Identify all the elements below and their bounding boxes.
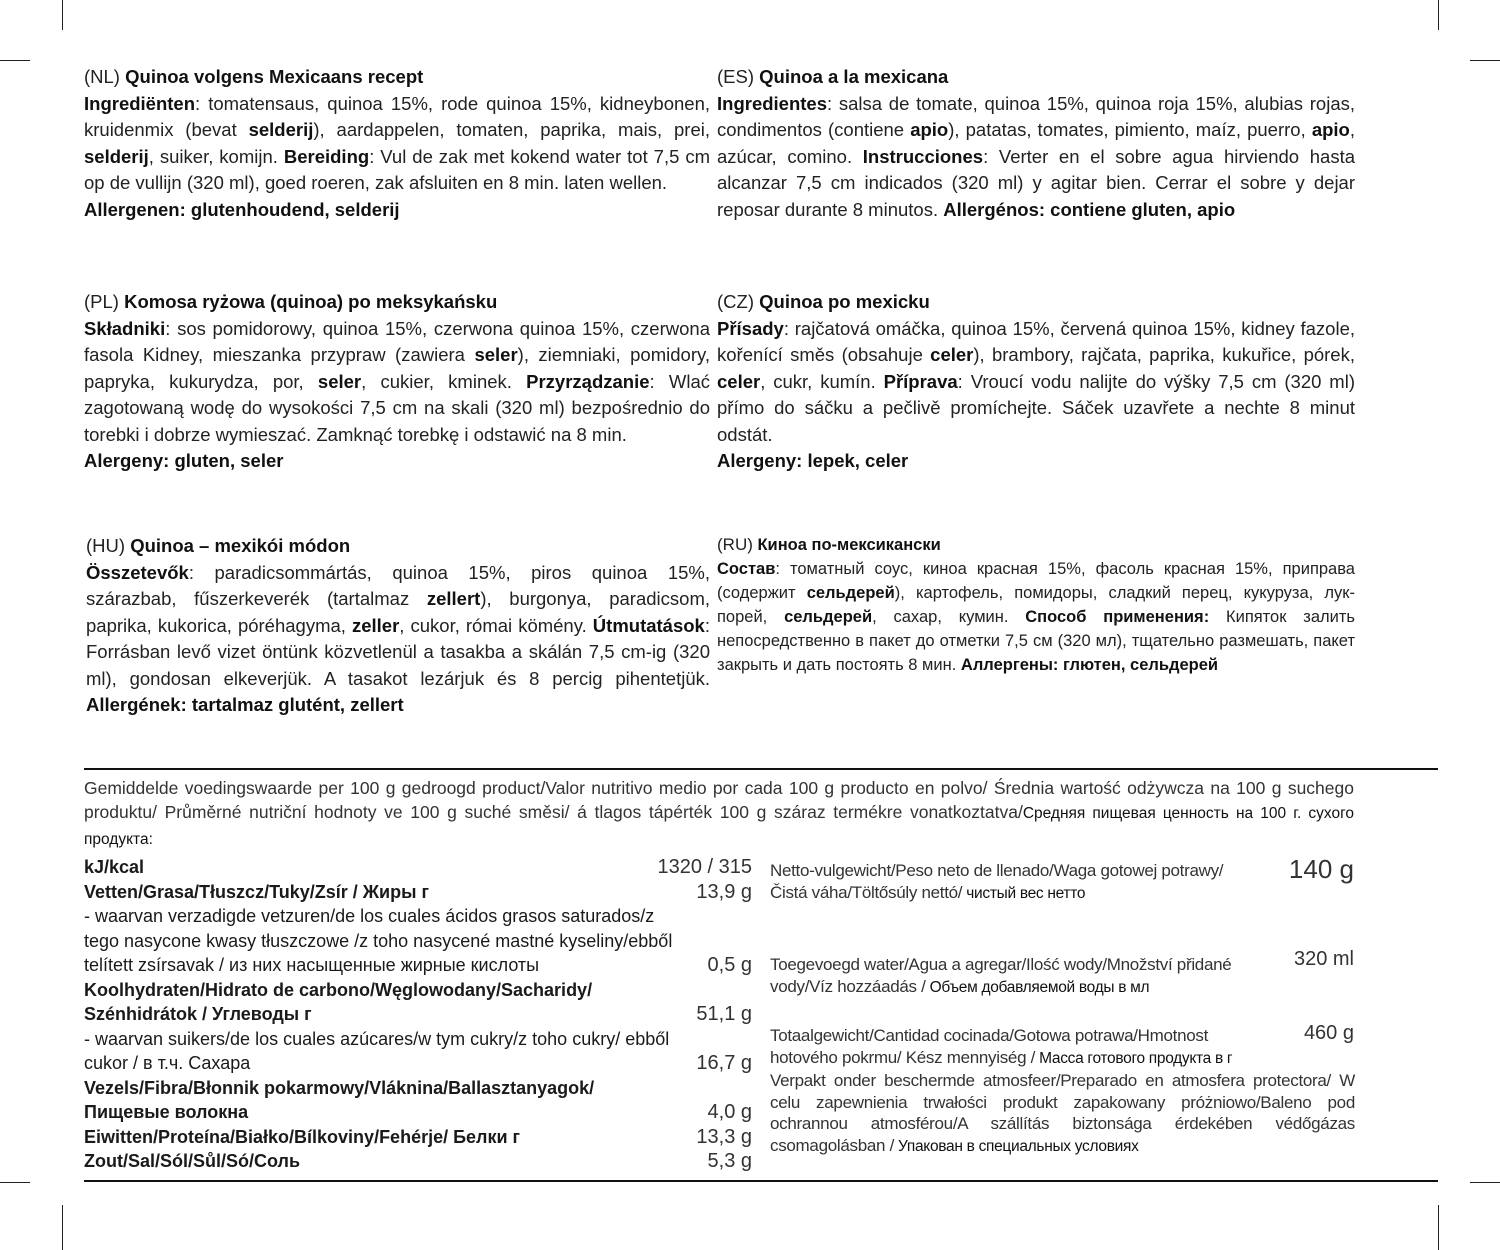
allergen-highlight: celer (717, 370, 761, 392)
allergen-highlight: selderij (248, 119, 314, 140)
nutrition-value: 13,9 g (696, 880, 752, 903)
recipe-block-nl (84, 64, 710, 223)
recipe-title-text: Quinoa a la mexicana (759, 66, 949, 87)
nutrition-value: 0,5 g (707, 954, 752, 976)
nutrition-value: 4,0 g (707, 1101, 752, 1123)
nutrition-label: Vetten/Grasa/Tłuszcz/Tuky/Zsír / Жиры г (84, 881, 429, 902)
ingredients-text: : томатный соус, киноа красная 15%, фасоль красная 15%, приправа (содержит (717, 560, 1355, 602)
crop-mark-left-upper (0, 60, 30, 61)
nutrition-label: Zout/Sal/Sól/Sůl/Só/Соль (84, 1151, 301, 1171)
crop-mark-right-upper (1470, 60, 1500, 61)
water-ru: Объем добавляемой воды в мл (925, 978, 1150, 996)
nutrition-row (84, 1149, 752, 1174)
nutrition-value: 13,3 g (696, 1125, 752, 1148)
preparation-label: Bereiding (283, 145, 370, 167)
crop-mark-bottom-left (62, 1205, 63, 1250)
ingredients-text: ), burgonya, paradicsom, paprika, kukorica, póréhagyma, (86, 588, 710, 636)
allergen-highlight: celer (930, 344, 974, 365)
ingredients-text: : tomatensaus, quinoa 15%, rode quinoa 15%, kidneybonen, kruidenmix (bevat (84, 92, 710, 140)
recipe-title-pl (84, 289, 710, 316)
net-weight-label (770, 860, 1250, 904)
water-value: 320 ml (1293, 948, 1354, 970)
ingredients-text: , suiker, komijn. (148, 145, 284, 167)
net-weight-text: Netto-vulgewicht/Peso neto de llenado/Waga gotowej potrawy/Čistá váha/Töltősúly nettó/ (770, 861, 1224, 902)
recipe-block-ru (717, 533, 1355, 677)
recipe-title-cz (717, 289, 1355, 316)
crop-mark-bottom-right (1438, 1205, 1439, 1250)
allergen-highlight: apio (1311, 119, 1350, 140)
recipe-block-cz (717, 289, 1355, 475)
packaging-note (770, 1070, 1355, 1157)
recipe-title-text: Komosa ryżowa (quinoa) po meksykańsku (124, 291, 498, 312)
nutrition-value: 51,1 g (696, 1003, 752, 1025)
recipe-title-nl (84, 64, 710, 91)
preparation-label: Instrucciones (862, 145, 984, 167)
crop-mark-right-lower (1470, 1182, 1500, 1183)
language-code: (ES) (717, 66, 754, 87)
recipe-title-hu (86, 533, 710, 560)
nutrition-intro-text: Gemiddelde voedingswaarde per 100 g gedroogd product/Valor nutritivo medio por cada 100 g producto en polvo/ Średnia wartość odżywcza na 100 g suchego produktu/ Průměrné nutriční hodnoty ve 100 g suché směsi/ á tlagos tápérték 100 g száraz termékre vonatkoztatva/ (84, 778, 1354, 822)
ingredients-text: , azúcar, comino. (717, 119, 1355, 167)
language-code: (NL) (84, 66, 120, 87)
ingredients-text: , cukr, kumín. (760, 370, 884, 392)
nutrition-row (84, 1125, 752, 1150)
crop-mark-left-lower (0, 1182, 30, 1183)
nutrition-value: 16,7 g (696, 1052, 752, 1074)
nutrition-top-rule (84, 768, 1438, 770)
ingredients-text: : salsa de tomate, quinoa 15%, quinoa roja 15%, alubias rojas, condimentos (contiene (717, 92, 1355, 140)
nutrition-row (84, 978, 752, 1027)
preparation-text: : Vul de zak met kokend water tot 7,5 cm op de vullijn (320 ml), goed roeren, zak afsluiten en 8 min. laten wellen. (84, 145, 710, 193)
recipe-title-es (717, 64, 1355, 91)
recipe-block-pl (84, 289, 710, 475)
nutrition-label: kJ/kcal (84, 857, 145, 877)
total-weight-label (770, 1025, 1270, 1069)
water-label (770, 954, 1240, 998)
preparation-text: Кипяток залить непосредственно в пакет до отметки 7,5 см (320 мл), тщательно размешать, пакет закрыть и дать постоять 8 мин. (717, 608, 1355, 674)
nutrition-row (84, 904, 752, 978)
preparation-label: Útmutatások (592, 614, 705, 636)
allergen-highlight: сельдерей (784, 608, 873, 626)
language-code: (CZ) (717, 291, 754, 312)
allergen-highlight: сельдерей (806, 584, 895, 602)
nutrition-row (84, 1076, 752, 1125)
ingredients-text: ), картофель, помидоры, сладкий перец, кукуруза, лук-порей, (717, 584, 1355, 626)
net-weight-ru: чистый вес нетто (962, 884, 1086, 902)
packaging-ru: Упакован в специальных условиях (894, 1137, 1139, 1155)
ingredients-text: , cukor, római kömény. (399, 614, 593, 636)
total-weight-value: 460 g (1303, 1022, 1354, 1044)
ingredients-label: Ingrediënten (84, 92, 196, 114)
ingredients-text: ), ziemniaki, pomidory, papryka, kukurydza, por, (84, 344, 710, 392)
ingredients-text: ), aardappelen, tomaten, paprika, mais, prei, (313, 119, 710, 140)
preparation-text: : Verter en el sobre agua hirviendo hasta alcanzar 7,5 cm indicados (320 ml) y agitar bien. Cerrar el sobre y dejar reposar durante 8 minutos. (717, 145, 1355, 220)
language-code: (HU) (86, 535, 126, 556)
ingredients-text: , сахар, кумин. (872, 608, 1026, 626)
ingredients-text: , cukier, kminek. (361, 370, 527, 392)
recipe-title-text: Quinoa – mexikói módon (130, 535, 351, 556)
allergen-highlight: seler (317, 370, 362, 392)
preparation-label: Przyrządzanie (526, 370, 650, 392)
allergens-statement: Allergénos: contiene gluten, apio (943, 198, 1236, 220)
total-weight-ru: Масса готового продукта в г (1035, 1049, 1233, 1067)
ingredients-text: : paradicsommártás, quinoa 15%, piros quinoa 15%, szárazbab, fűszerkeverék (tartalmaz (86, 561, 710, 609)
water-text: Toegevoegd water/Agua a agregar/Ilość wody/Množství přidané vody/Víz hozzáadás / (770, 955, 1232, 996)
nutrition-label: - waarvan verzadigde vetzuren/de los cuales ácidos grasos saturados/z tego nasycone kwasy tłuszczowe /z toho nasycené mastné kyseliny/ebből telített zsírsavak / из них насыщенные жирные кислоты (84, 906, 673, 975)
preparation-label: Příprava (883, 370, 958, 392)
net-weight-value: 140 g (1288, 854, 1354, 884)
crop-mark-top-right (1438, 0, 1439, 30)
nutrition-intro (84, 776, 1354, 852)
allergens-statement: Alergeny: gluten, seler (84, 450, 284, 471)
language-code: (PL) (84, 291, 119, 312)
allergens-statement: Allergenen: glutenhoudend, selderij (84, 198, 400, 220)
recipe-title-text: Quinoa volgens Mexicaans recept (125, 66, 424, 87)
nutrition-value: 5,3 g (707, 1150, 752, 1172)
preparation-text: : Vroucí vodu nalijte do výšky 7,5 cm (320 ml) přímo do sáčku a pečlivě promíchejte. Sáček uzavřete a nechte 8 minut odstát. (717, 370, 1355, 445)
nutrition-row (84, 855, 752, 880)
nutrition-label: Koolhydraten/Hidrato de carbono/Węglowodany/Sacharidy/ Szénhidrátok / Углеводы г (84, 979, 593, 1024)
language-code: (RU) (717, 535, 753, 554)
nutrition-intro-ru: Средняя пищевая ценность на 100 г. сухого продукта: (84, 805, 1355, 848)
ingredients-label: Składniki (84, 317, 166, 339)
ingredients-label: Ingredientes (717, 92, 827, 114)
preparation-label: Способ применения: (1025, 608, 1210, 626)
allergens-statement: Аллергены: глютен, сельдерей (960, 656, 1219, 674)
recipe-title-text: Киноа по-мексикански (757, 536, 941, 554)
allergens-statement: Alergeny: lepek, celer (717, 450, 909, 471)
recipe-title-text: Quinoa po mexicku (759, 291, 930, 312)
ingredients-label: Összetevők (86, 561, 189, 583)
ingredients-text: ), patatas, tomates, pimiento, maíz, puerro, (948, 119, 1312, 140)
nutrition-label: Eiwitten/Proteína/Białko/Bílkoviny/Fehérje/ Белки г (84, 1126, 521, 1147)
preparation-text: : Wlać zagotowaną wodę do wysokości 7,5 cm na skali (320 ml) bezpośrednio do torebki i dobrze wymieszać. Zamknąć torebkę i odstawić na 8 min. (84, 370, 710, 445)
nutrition-table (84, 855, 752, 1174)
allergens-statement: Allergének: tartalmaz glutént, zellert (86, 694, 404, 715)
nutrition-value: 1320 / 315 (657, 856, 752, 878)
allergen-highlight: zellert (426, 588, 481, 609)
recipe-title-ru (717, 533, 1355, 557)
preparation-text: : Forrásban levő vizet öntünk közvetlenül a tasakba a skálán 7,5 cm-ig (320 ml), gondosan elkeverjük. A tasakot lezárjuk és 8 percig pihentetjük. (86, 614, 710, 689)
recipe-block-es (717, 64, 1355, 223)
ingredients-label: Состав (717, 560, 776, 578)
ingredients-label: Přísady (717, 317, 784, 339)
allergen-highlight: apio (910, 119, 949, 140)
nutrition-bottom-rule (84, 1180, 1438, 1182)
ingredients-text: ), brambory, rajčata, paprika, kukuřice, pórek, (973, 344, 1355, 365)
allergen-highlight: selderij (84, 145, 149, 167)
allergen-highlight: zeller (351, 614, 400, 636)
ingredients-text: : sos pomidorowy, quinoa 15%, czerwona quinoa 15%, czerwona fasola Kidney, mieszanka przypraw (zawiera (84, 317, 710, 365)
ingredients-text: : rajčatová omáčka, quinoa 15%, červená quinoa 15%, kidney fazole, kořenící směs (obsahuje (717, 317, 1355, 365)
nutrition-row (84, 1027, 752, 1076)
nutrition-label: Vezels/Fibra/Błonnik pokarmowy/Vláknina/Ballasztanyagok/ Пищевые волокна (84, 1077, 595, 1122)
crop-mark-top-left (62, 0, 63, 30)
nutrition-row (84, 880, 752, 905)
packaging-text: Verpakt onder beschermde atmosfeer/Preparado en atmosfera protectora/ W celu zapewnienia trwałości produkt zapakowany próżniowo/Baleno pod ochrannou atmosférou/A szállítás biztonsága érdekében védőgázas csomagolásban / (770, 1071, 1355, 1155)
allergen-highlight: seler (474, 344, 518, 365)
nutrition-label: - waarvan suikers/de los cuales azúcares/w tym cukry/z toho cukry/ ebből cukor / в т.ч. Сахара (84, 1028, 670, 1073)
recipe-block-hu (86, 533, 710, 719)
total-weight-text: Totaalgewicht/Cantidad cocinada/Gotowa potrawa/Hmotnost hotového pokrmu/ Kész mennyiség / (770, 1026, 1209, 1067)
